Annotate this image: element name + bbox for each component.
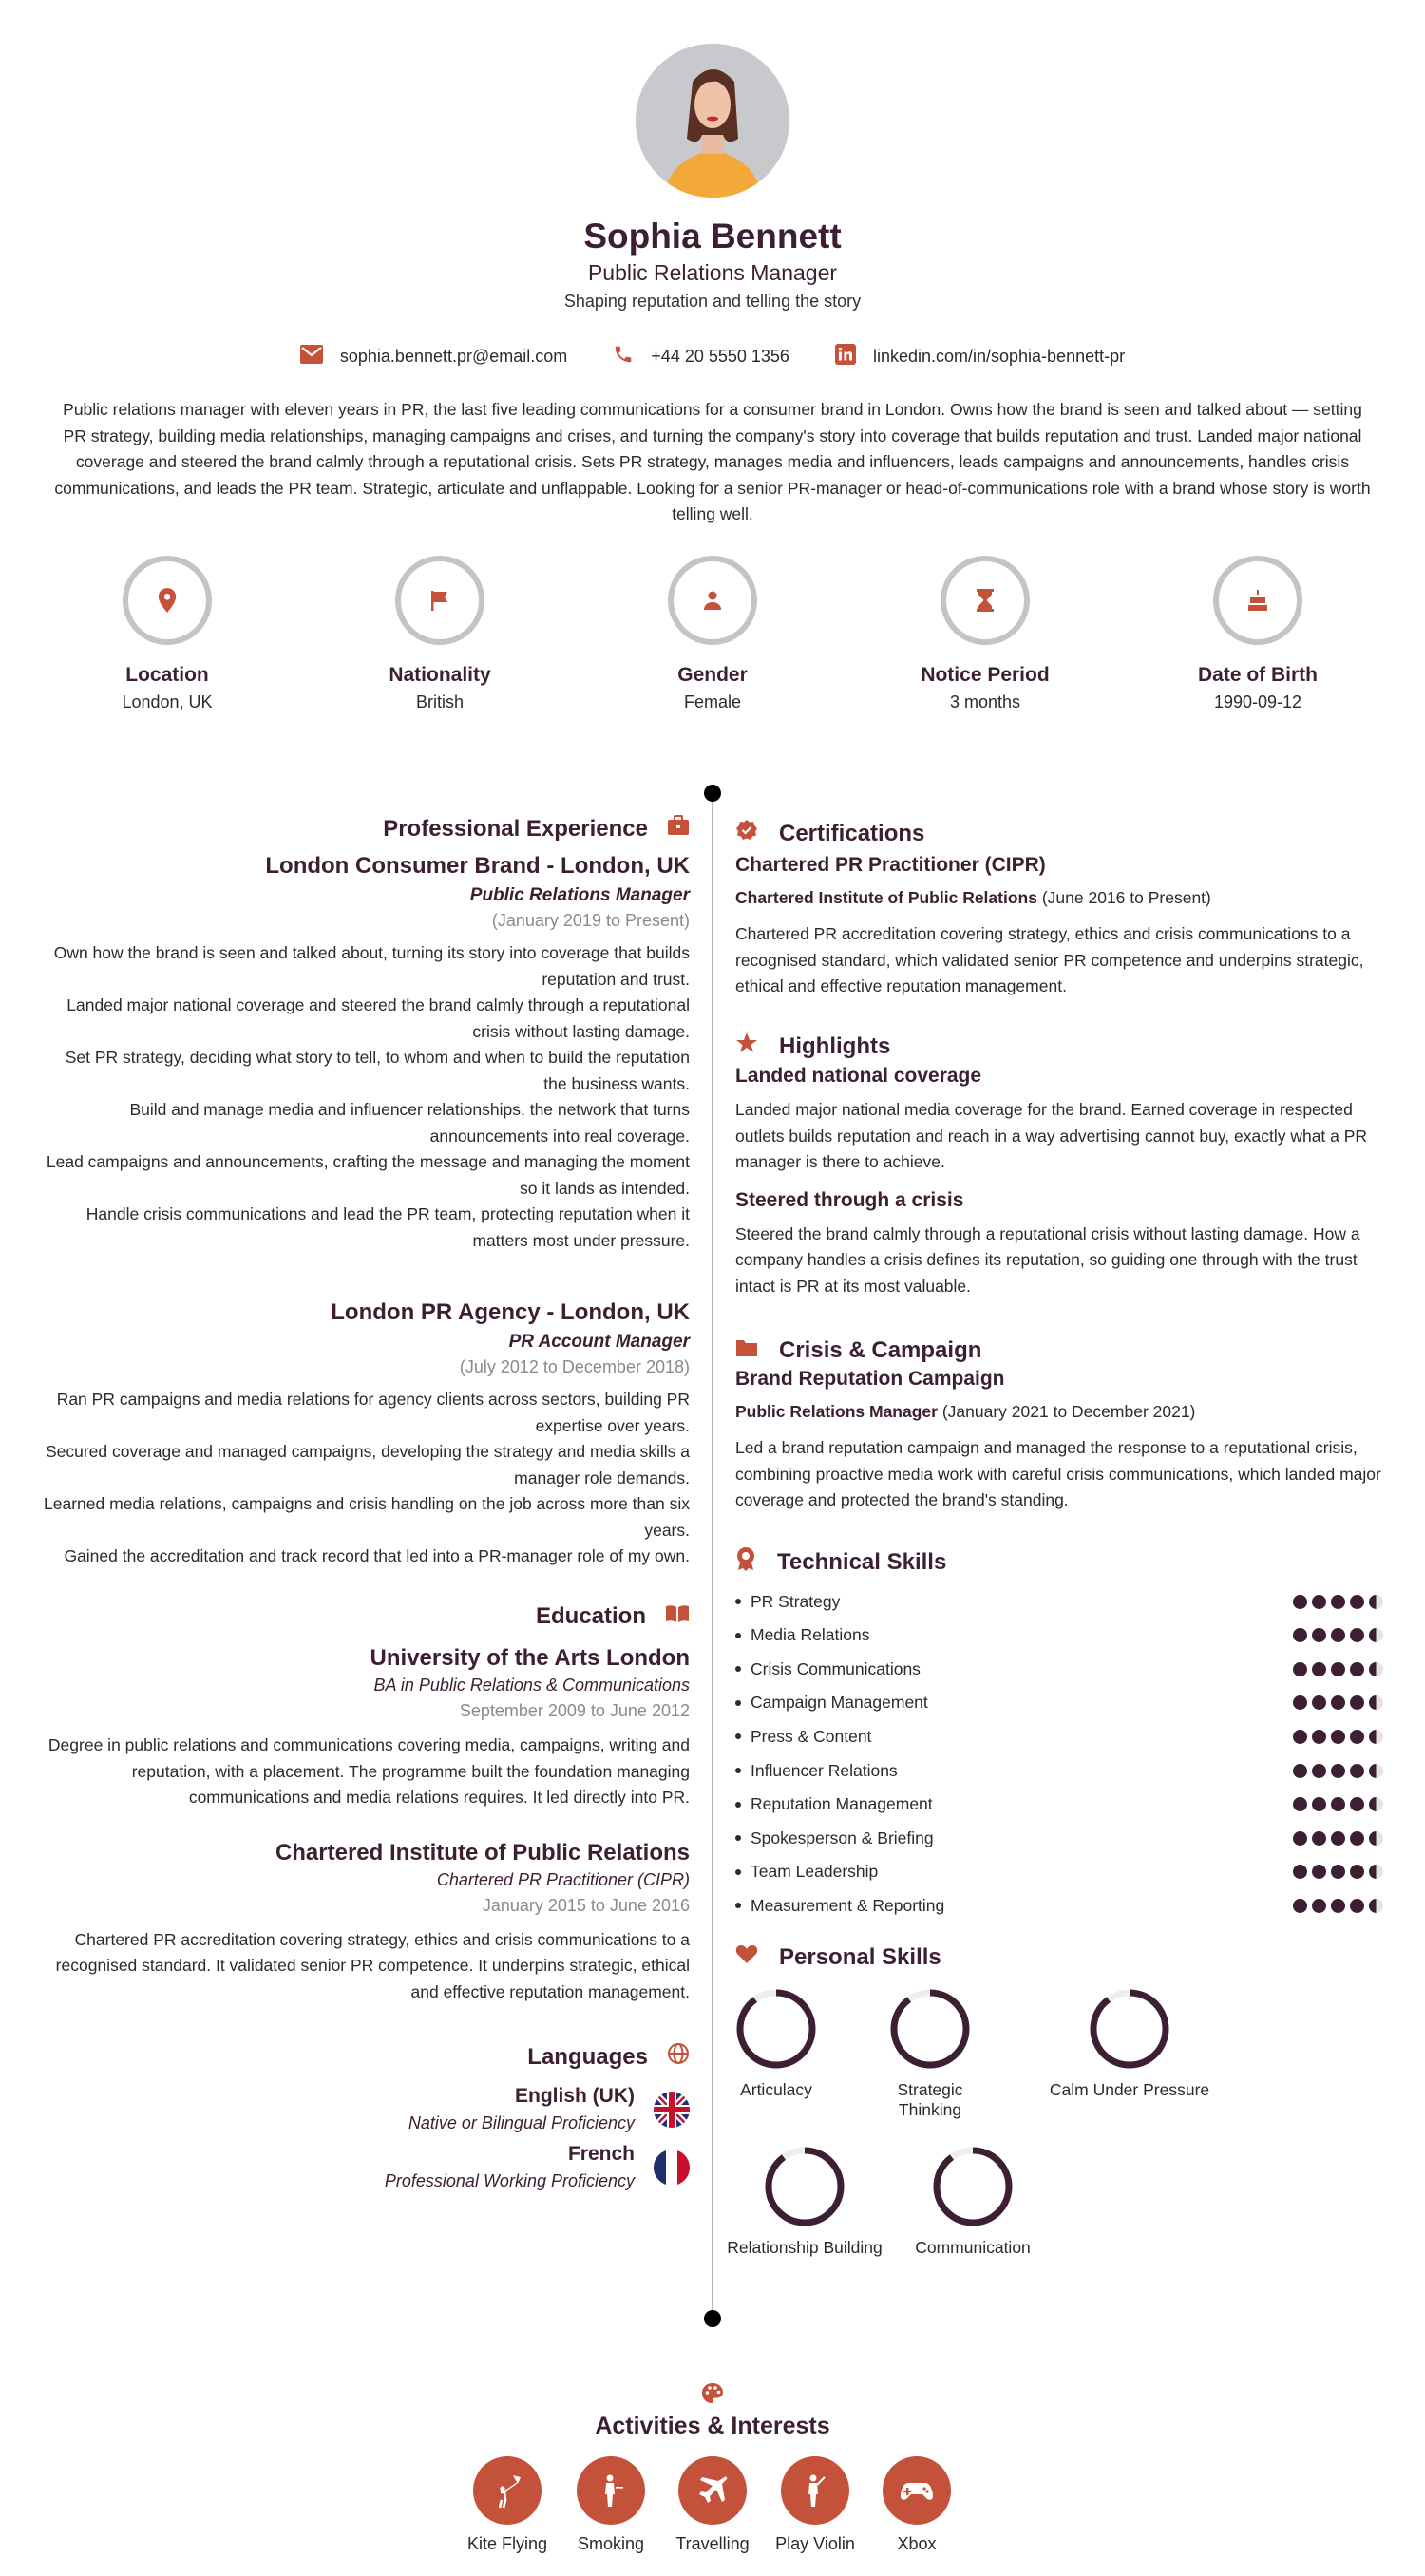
contact-email[interactable]: [300, 344, 567, 369]
rating-dot: [1293, 1695, 1307, 1710]
rating-dot: [1331, 1764, 1345, 1778]
personal-skill-name: Articulacy: [740, 2080, 812, 2099]
bullet-dot: [735, 1733, 741, 1739]
skill-rating: [1293, 1695, 1383, 1710]
campaign-text: Led a brand reputation campaign and managed the response to a reputational crisis, combining proactive media work with careful crisis communications, which landed major coverage and protected the brand's standing.: [735, 1438, 1381, 1509]
activity-xbox: [864, 2456, 969, 2555]
technical-skills-heading-text: Technical Skills: [777, 1548, 947, 1575]
hourglass-icon: [940, 556, 1030, 645]
technical-skill-name: Measurement & Reporting: [750, 1895, 945, 1915]
job-2: [42, 1299, 690, 1570]
campaign-heading-text: Crisis & Campaign: [779, 1337, 982, 1363]
skill-ring: [931, 2145, 1015, 2228]
kite-flying-icon: [473, 2456, 542, 2525]
bullet-dot: [735, 1599, 741, 1604]
rating-dot: [1331, 1730, 1345, 1744]
rating-dot: [1369, 1865, 1383, 1879]
timeline-line: [712, 793, 713, 2319]
skill-ring: [1088, 1987, 1171, 2071]
info-label: Notice Period: [921, 664, 1050, 686]
cert-meta: [735, 888, 1383, 908]
job-org: London PR Agency - London, UK: [331, 1299, 690, 1325]
campaign-role: Public Relations Manager: [735, 1402, 938, 1421]
contact-phone[interactable]: [613, 344, 789, 369]
rating-dot: [1293, 1899, 1307, 1913]
candidate-title: Public Relations Manager: [587, 260, 838, 285]
technical-skill-row: [735, 1821, 1383, 1855]
rating-dot: [1312, 1695, 1326, 1710]
activity-label: Play Violin: [775, 2534, 855, 2553]
edu-dates: January 2015 to June 2016: [482, 1895, 690, 1915]
skill-rating: [1293, 1865, 1383, 1879]
campaign-dates: (January 2021 to December 2021): [941, 1402, 1196, 1421]
rating-dot: [1331, 1797, 1345, 1811]
job-bullet: Own how the brand is seen and talked about, turning its story into coverage that builds reputation and trust.: [53, 943, 690, 989]
job-bullet: Ran PR campaigns and media relations for agency clients across sectors, building PR expertise over years.: [56, 1390, 690, 1435]
rating-dot: [1331, 1595, 1345, 1609]
rating-dot: [1369, 1595, 1383, 1609]
highlight-title: Landed national coverage: [735, 1065, 982, 1087]
gamepad-icon: [883, 2456, 951, 2525]
technical-skills-section: [735, 1546, 1383, 1578]
activities-heading: Activities & Interests: [595, 2413, 830, 2439]
technical-skill-row: [735, 1584, 1383, 1619]
campaign-section: [735, 1337, 1383, 1514]
experience-heading: [42, 815, 690, 843]
rating-dot: [1293, 1628, 1307, 1642]
rating-dot: [1331, 1662, 1345, 1676]
rating-dot: [1350, 1595, 1364, 1609]
certifications-section: [735, 819, 1383, 1000]
campaign-meta: [735, 1402, 1383, 1422]
briefcase-icon: [667, 815, 690, 843]
uk-flag-icon: [654, 2092, 690, 2128]
experience-section: [42, 815, 690, 843]
technical-skill-row: [735, 1686, 1383, 1720]
phone-icon: [613, 344, 634, 369]
certifications-heading: [735, 819, 1383, 848]
bullet-dot: [735, 1700, 741, 1706]
skill-rating: [1293, 1764, 1383, 1778]
linkedin-icon: [835, 344, 856, 369]
technical-skill-name: Reputation Management: [750, 1794, 933, 1814]
rating-dot: [1350, 1628, 1364, 1642]
bullet-dot: [735, 1768, 741, 1773]
skill-ring-fill: [1093, 1993, 1166, 2065]
cert-title: Chartered PR Practitioner (CIPR): [735, 854, 1046, 876]
info-label: Date of Birth: [1198, 664, 1318, 686]
skill-rating: [1293, 1899, 1383, 1913]
highlight-text: Landed major national media coverage for the brand. Earned coverage in respected outlets builds reputation and reach in a way advertising cannot buy, exactly what a PR manager is there to achieve.: [735, 1100, 1368, 1171]
candidate-tagline: Shaping reputation and telling the story: [563, 292, 862, 311]
rating-dot: [1369, 1899, 1383, 1913]
personal-skill-name: Calm Under Pressure: [1049, 2080, 1210, 2099]
edu-text: Degree in public relations and communications covering media, campaigns, writing and reputation, with a placement. The programme built the foundation managing communications and media relations requires. It led directly into PR.: [48, 1735, 690, 1807]
technical-skill-row: [735, 1788, 1383, 1822]
bullet-dot: [735, 1802, 741, 1808]
technical-skill-row: [735, 1753, 1383, 1788]
campaign-title: Brand Reputation Campaign: [735, 1368, 1005, 1390]
skill-ring: [734, 1987, 818, 2071]
timeline-dot-top: [704, 785, 721, 802]
job-bullet: Gained the accreditation and track record that led into a PR-manager role of my own.: [64, 1546, 690, 1565]
info-value: 3 months: [949, 692, 1021, 711]
professional-summary: Public relations manager with eleven years in PR, the last five leading communications for a consumer brand in London. Owns how the brand is seen and talked about — setting PR strategy, building media relationships, managing campaigns and crises, and turning the company's story into coverage that builds reputation and trust. Landed major national coverage and steered the brand calmly through a reputational crisis. Sets PR strategy, manages media and influencers, leads campaigns and announcements, handles crisis communications, and leads the PR team. Strategic, articulate and unflappable. Looking for a senior PR-manager or head-of-communications role with a brand whose story is worth telling well.: [54, 400, 1371, 523]
technical-skill-name: Team Leadership: [750, 1862, 879, 1882]
flag-icon: [395, 556, 484, 645]
education-heading: [42, 1603, 690, 1630]
activity-label: Smoking: [577, 2534, 645, 2553]
france-flag-icon: [654, 2150, 690, 2186]
skill-ring: [763, 2145, 846, 2228]
rating-dot: [1350, 1899, 1364, 1913]
personal-skills-list: [727, 1987, 1383, 2272]
personal-skill-name: Communication: [915, 2238, 1031, 2257]
job-bullets: [42, 1387, 690, 1570]
skill-rating: [1293, 1730, 1383, 1744]
highlights-section: [735, 1032, 1383, 1299]
technical-skill-name: Spokesperson & Briefing: [750, 1828, 934, 1847]
book-icon: [665, 1603, 690, 1630]
job-bullet: Secured coverage and managed campaigns, developing the strategy and media skills a manager role demands.: [45, 1442, 690, 1487]
candidate-name: Sophia Bennett: [583, 217, 842, 256]
languages-heading-text: Languages: [527, 2043, 648, 2070]
job-bullet: Learned media relations, campaigns and crisis handling on the job across more than six years.: [44, 1494, 690, 1540]
activity-travelling: [660, 2456, 765, 2555]
personal-skills-heading-text: Personal Skills: [779, 1943, 941, 1970]
airplane-icon: [678, 2456, 747, 2525]
technical-skills-heading: [735, 1546, 1383, 1578]
rating-dot: [1293, 1595, 1307, 1609]
folder-icon: [735, 1337, 758, 1364]
cert-text: Chartered PR accreditation covering strategy, ethics and crisis communications to a recognised standard, which validated senior PR competence and underpins strategic, ethical and effective reputation management.: [735, 924, 1364, 995]
job-bullet: Lead campaigns and announcements, crafting the message and managing the moment so it lands as intended.: [46, 1152, 690, 1198]
activity-kite-flying: [455, 2456, 560, 2555]
award-icon: [735, 1546, 756, 1578]
highlights-heading: [735, 1032, 1383, 1061]
rating-dot: [1312, 1865, 1326, 1879]
email-text: sophia.bennett.pr@email.com: [339, 347, 568, 366]
skill-rating: [1293, 1595, 1383, 1609]
activity-label: Travelling: [675, 2534, 750, 2553]
star-icon: [735, 1032, 758, 1061]
rating-dot: [1312, 1595, 1326, 1609]
job-dates: (January 2019 to Present): [491, 911, 690, 930]
rating-dot: [1312, 1764, 1326, 1778]
palette-icon: [701, 2382, 724, 2410]
linkedin-text: linkedin.com/in/sophia-bennett-pr: [872, 347, 1126, 366]
job-org: London Consumer Brand - London, UK: [265, 853, 690, 879]
rating-dot: [1312, 1662, 1326, 1676]
technical-skill-row: [735, 1619, 1383, 1653]
rating-dot: [1293, 1797, 1307, 1811]
rating-dot: [1350, 1730, 1364, 1744]
rating-dot: [1350, 1865, 1364, 1879]
technical-skill-name: Press & Content: [750, 1726, 872, 1746]
info-value: Female: [683, 692, 742, 711]
cake-icon: [1213, 556, 1302, 645]
rating-dot: [1350, 1831, 1364, 1846]
rating-dot: [1369, 1764, 1383, 1778]
rating-dot: [1350, 1797, 1364, 1811]
skill-ring-fill: [937, 2150, 1009, 2223]
rating-dot: [1293, 1662, 1307, 1676]
job-dates: (July 2012 to December 2018): [459, 1357, 690, 1376]
edu-org: Chartered Institute of Public Relations: [275, 1839, 690, 1866]
job-role: Public Relations Manager: [469, 885, 690, 905]
rating-dot: [1369, 1662, 1383, 1676]
cert-issuer: Chartered Institute of Public Relations: [735, 888, 1037, 907]
job-bullets: [42, 940, 690, 1254]
contact-bar: [0, 344, 1425, 369]
technical-skill-row: [735, 1652, 1383, 1686]
skill-rating: [1293, 1628, 1383, 1642]
skill-rating: [1293, 1831, 1383, 1846]
contact-linkedin[interactable]: [835, 344, 1125, 369]
timeline-dot-bottom: [704, 2310, 721, 2327]
activity-smoking: [559, 2456, 663, 2555]
languages-heading: [42, 2042, 690, 2072]
phone-text: +44 20 5550 1356: [651, 347, 789, 366]
rating-dot: [1369, 1628, 1383, 1642]
rating-dot: [1350, 1695, 1364, 1710]
technical-skill-name: Influencer Relations: [750, 1760, 898, 1780]
language-name: English (UK): [515, 2085, 635, 2107]
info-value: British: [415, 692, 464, 711]
info-location: [63, 556, 272, 712]
rating-dot: [1312, 1628, 1326, 1642]
bullet-dot: [735, 1869, 741, 1875]
job-bullet: Build and manage media and influencer relationships, the network that turns announcements into real coverage.: [129, 1100, 690, 1146]
violin-icon: [781, 2456, 849, 2525]
rating-dot: [1293, 1764, 1307, 1778]
job-1: [42, 853, 690, 1254]
technical-skill-row: [735, 1888, 1383, 1923]
skill-rating: [1293, 1662, 1383, 1676]
activity-play-violin: [763, 2456, 867, 2555]
rating-dot: [1293, 1730, 1307, 1744]
edu-degree: BA in Public Relations & Communications: [373, 1676, 690, 1695]
technical-skill-row: [735, 1855, 1383, 1889]
info-value: London, UK: [122, 692, 213, 711]
email-icon: [300, 345, 323, 369]
edu-degree: Chartered PR Practitioner (CIPR): [436, 1869, 690, 1889]
rating-dot: [1331, 1695, 1345, 1710]
rating-dot: [1331, 1628, 1345, 1642]
rating-dot: [1312, 1730, 1326, 1744]
personal-skill: [906, 2145, 1039, 2258]
edu-dates: September 2009 to June 2012: [459, 1701, 690, 1720]
edu-org: University of the Arts London: [370, 1645, 690, 1671]
bullet-dot: [735, 1903, 741, 1908]
technical-skill-name: Campaign Management: [750, 1693, 928, 1713]
rating-dot: [1312, 1831, 1326, 1846]
rating-dot: [1312, 1797, 1326, 1811]
info-notice-period: [881, 556, 1090, 712]
personal-skill-name: Relationship Building: [727, 2238, 883, 2257]
language-level: Native or Bilingual Proficiency: [408, 2113, 635, 2132]
campaign-heading: [735, 1337, 1383, 1364]
rating-dot: [1293, 1831, 1307, 1846]
language-item: [42, 2085, 690, 2133]
personal-skill: [724, 2145, 885, 2258]
rating-dot: [1331, 1831, 1345, 1846]
rating-dot: [1331, 1865, 1345, 1879]
certifications-heading-text: Certifications: [779, 820, 925, 846]
job-bullet: Handle crisis communications and lead the PR team, protecting reputation when it matters most under pressure.: [86, 1204, 690, 1250]
technical-skill-name: PR Strategy: [750, 1591, 841, 1611]
rating-dot: [1331, 1899, 1345, 1913]
bullet-dot: [735, 1835, 741, 1841]
personal-skills-section: [735, 1943, 1383, 1971]
personal-skills-heading: [735, 1943, 1383, 1971]
skill-ring: [888, 1987, 972, 2071]
info-value: 1990-09-12: [1213, 692, 1302, 711]
info-gender: [608, 556, 817, 712]
avatar: [636, 44, 789, 198]
rating-dot: [1293, 1865, 1307, 1879]
cert-dates: (June 2016 to Present): [1041, 888, 1211, 907]
skill-ring-fill: [769, 2150, 841, 2223]
skill-ring-fill: [740, 1993, 812, 2065]
highlight-title: Steered through a crisis: [735, 1188, 964, 1211]
personal-skill: [868, 1987, 992, 2120]
job-bullet: Set PR strategy, deciding what story to tell, to whom and when to build the reputation the business wants.: [65, 1048, 690, 1093]
highlights-heading-text: Highlights: [779, 1032, 891, 1059]
rating-dot: [1350, 1764, 1364, 1778]
language-level: Professional Working Proficiency: [384, 2171, 635, 2190]
badge-check-icon: [735, 819, 758, 848]
bullet-dot: [735, 1633, 741, 1638]
rating-dot: [1369, 1797, 1383, 1811]
smoking-icon: [577, 2456, 645, 2525]
technical-skills-list: [735, 1584, 1383, 1936]
education-section: [42, 1603, 690, 2005]
activity-label: Kite Flying: [466, 2534, 548, 2553]
edu-text: Chartered PR accreditation covering strategy, ethics and crisis communications to a recognised standard. It validated senior PR competence. It underpins strategic, ethical and effective reputation management.: [55, 1929, 690, 2001]
rating-dot: [1350, 1662, 1364, 1676]
info-label: Gender: [677, 664, 748, 686]
skill-ring-fill: [894, 1993, 966, 2065]
language-item: [42, 2143, 690, 2191]
globe-icon: [667, 2042, 690, 2072]
skill-rating: [1293, 1797, 1383, 1811]
rating-dot: [1369, 1831, 1383, 1846]
education-heading-text: Education: [535, 1603, 646, 1629]
technical-skill-name: Media Relations: [750, 1625, 870, 1645]
personal-skill: [1039, 1987, 1220, 2100]
personal-skill-name: Strategic Thinking: [897, 2080, 963, 2119]
activity-label: Xbox: [897, 2534, 937, 2553]
language-name: French: [567, 2143, 635, 2165]
experience-heading-text: Professional Experience: [383, 815, 648, 842]
rating-dot: [1369, 1695, 1383, 1710]
technical-skill-row: [735, 1719, 1383, 1753]
location-pin-icon: [123, 556, 212, 645]
highlight-text: Steered the brand calmly through a reputational crisis without lasting damage. How a company handles a crisis defines its reputation, so guiding one through with the trust intact is PR at its most valuable.: [735, 1223, 1360, 1296]
languages-section: [42, 2042, 690, 2191]
heart-icon: [735, 1943, 758, 1971]
info-label: Nationality: [389, 664, 491, 686]
person-icon: [668, 556, 757, 645]
bullet-dot: [735, 1666, 741, 1672]
rating-dot: [1369, 1730, 1383, 1744]
job-bullet: Landed major national coverage and steered the brand calmly through a reputational crisis without lasting damage.: [66, 995, 690, 1041]
rating-dot: [1312, 1899, 1326, 1913]
technical-skill-name: Crisis Communications: [750, 1658, 921, 1678]
info-date-of-birth: [1153, 556, 1362, 712]
job-role: PR Account Manager: [508, 1332, 690, 1352]
info-label: Location: [125, 664, 209, 686]
info-nationality: [335, 556, 544, 712]
personal-skill: [724, 1987, 828, 2100]
